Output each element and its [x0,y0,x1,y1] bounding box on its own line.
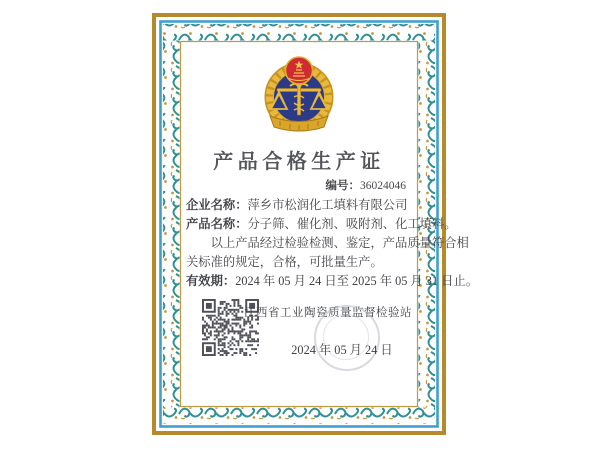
quality-supervision-emblem-icon [262,53,336,133]
enterprise-name-value: 萍乡市松润化工填料有限公司 [247,198,408,212]
issuer-name: 江西省工业陶瓷质量监督检验站 [244,307,412,319]
validity-row [186,272,479,291]
certificate-title: 产品合格生产证 [213,151,385,173]
enterprise-name-label: 企业名称： [186,198,248,212]
validity-value: 2024 年 05 月 24 日至 2025 年 05 月 31 日止。 [235,274,479,288]
product-name-row [186,215,457,234]
issue-date: 2024 年 05 月 24 日 [291,343,393,357]
product-name-value: 分子筛、催化剂、吸附剂、化工填料。 [247,217,457,231]
validity-label: 有效期： [186,274,236,288]
statement-line-2: 关标准的规定，合格，可批量生产。 [186,255,383,269]
certificate-body [186,196,479,291]
statement-line-1: 以上产品经过检验检测、鉴定，产品质量符合相 [210,236,469,250]
certificate-number [326,177,407,193]
official-seal-faint [314,305,380,371]
certificate [152,13,479,435]
number-value: 36024046 [360,180,406,192]
number-label: 编号： [325,180,360,192]
product-name-label: 产品名称： [186,217,248,231]
enterprise-name-row [186,196,418,215]
